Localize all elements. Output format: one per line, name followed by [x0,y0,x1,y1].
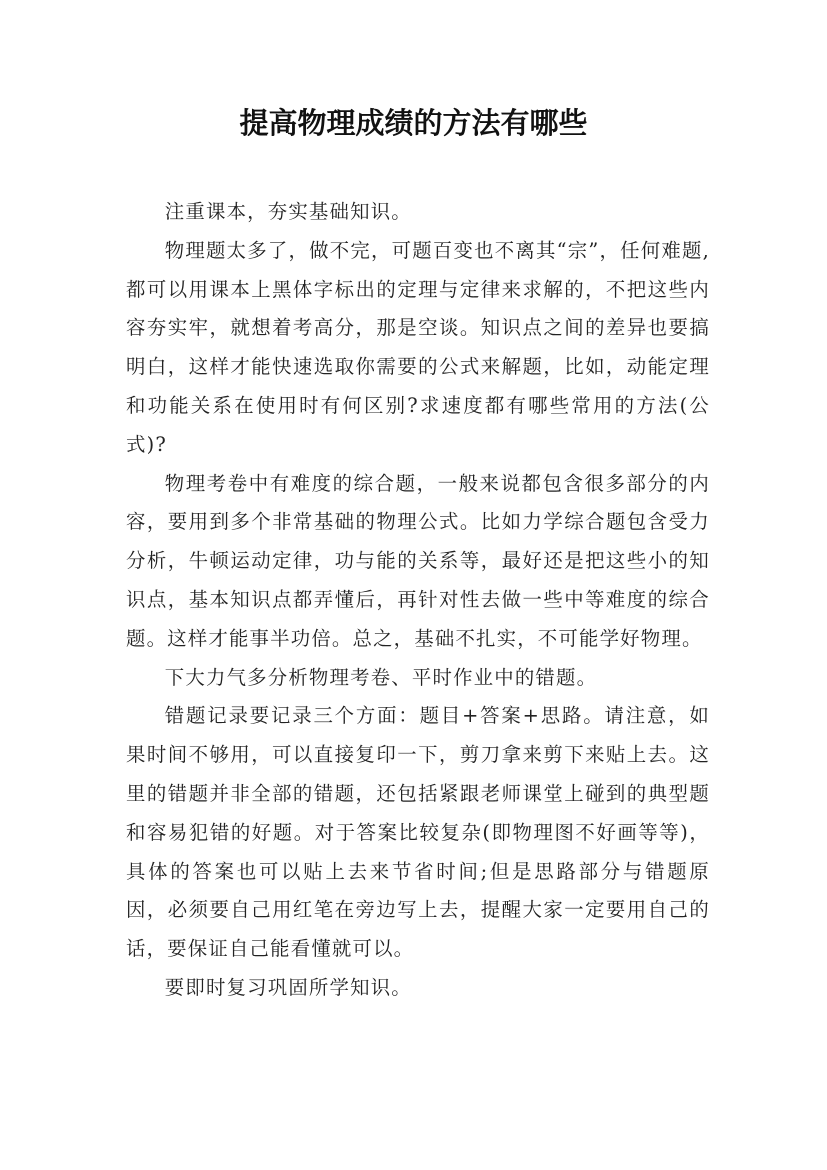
paragraph-3: 物理考卷中有难度的综合题，一般来说都包含很多部分的内容，要用到多个非常基础的物理公式。比如力学综合题包含受力分析，牛顿运动定律，功与能的关系等，最好还是把这些小的知识点，基本知识点都弄懂后，再针对性去做一些中等难度的综合题。这样才能事半功倍。总之，基础不扎实，不可能学好物理。 [126,471,710,650]
paragraph-5: 错题记录要记录三个方面：题目+答案+思路。请注意，如果时间不够用，可以直接复印一下，剪刀拿来剪下来贴上去。这里的错题并非全部的错题，还包括紧跟老师课堂上碰到的典型题和容易犯错的好题。对于答案比较复杂(即物理图不好画等等)，具体的答案也可以贴上去来节省时间;但是思路部分与错题原因，必须要自己用红笔在旁边写上去，提醒大家一定要用自己的话，要保证自己能看懂就可以。 [126,704,710,961]
document-body [126,193,710,1008]
page-title: 提高物理成绩的方法有哪些 [239,106,588,140]
paragraph-1: 注重课本，夯实基础知识。 [164,200,412,223]
paragraph-6: 要即时复习巩固所学知识。 [164,975,412,999]
paragraph-2: 物理题太多了，做不完，可题百变也不离其“宗”，任何难题,都可以用课本上黑体字标出的定理与定律来求解的，不把这些内容夯实牢，就想着考高分，那是空谈。知识点之间的差异也要搞明白，这样才能快速选取你需要的公式来解题，比如，动能定理和功能关系在使用时有何区别?求速度都有哪些常用的方法(公式)? [126,238,710,456]
paragraph-4: 下大力气多分析物理考卷、平时作业中的错题。 [164,665,598,689]
